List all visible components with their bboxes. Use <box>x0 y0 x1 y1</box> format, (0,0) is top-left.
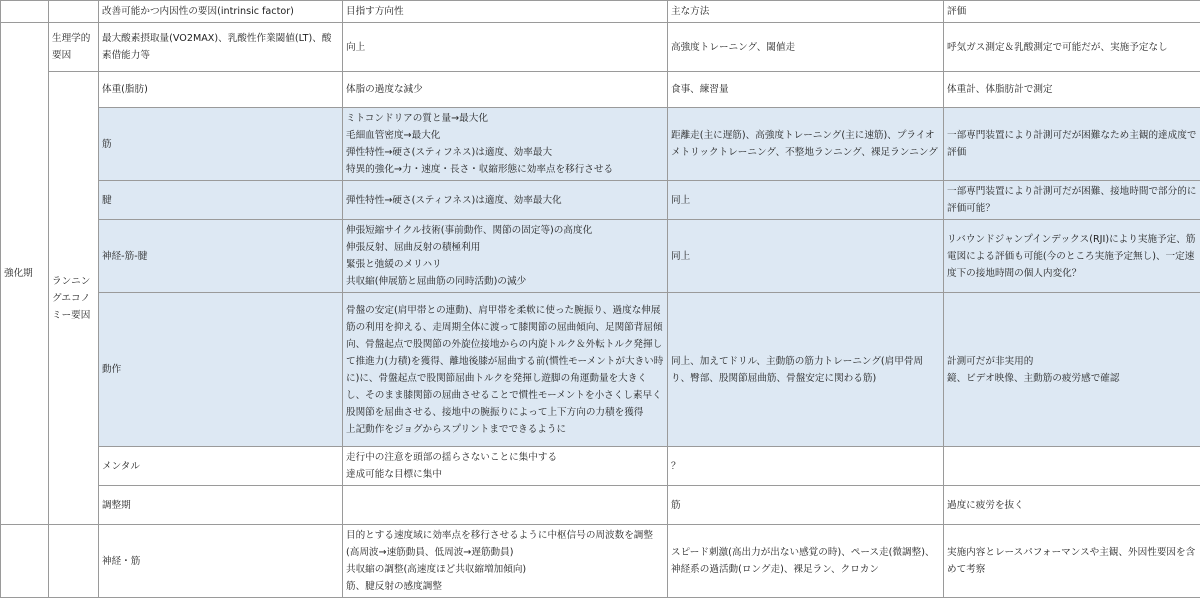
group-running-economy: ランニングエコノミー要因 <box>49 72 99 525</box>
header-direction: 目指す方向性 <box>343 1 668 23</box>
adjust-neuro-method: スピード刺激(高出力が出ない感覚の時)、ペース走(微調整)、神経系の過活動(ロング走)、裸足ラン、クロカン <box>668 525 944 598</box>
adjust-empty-1 <box>49 525 99 598</box>
motion-direction-last: 上記動作をジョグからスプリントまでできるように <box>346 421 664 438</box>
mental-eval <box>944 447 1200 486</box>
adjust-neuro-factor: 神経・筋 <box>99 525 343 598</box>
table-row <box>1 293 1200 447</box>
adjust-empty <box>343 486 668 525</box>
muscle-direction-line: ミトコンドリアの質と量→最大化 <box>346 110 664 127</box>
adjust-muscle-factor: 筋 <box>668 486 944 525</box>
table-row <box>1 72 1200 108</box>
muscle-direction-line: 毛細血管密度→最大化 <box>346 127 664 144</box>
group-physiological: 生理学的要因 <box>49 23 99 72</box>
mental-method: ？ <box>668 447 944 486</box>
tendon-method: 同上 <box>668 181 944 220</box>
header-col0 <box>1 1 49 23</box>
table-row <box>1 181 1200 220</box>
muscle-method: 距離走(主に遅筋)、高強度トレーニング(主に速筋)、プライオメトリックトレーニング、不整地ランニング、裸足ランニング <box>668 108 944 181</box>
neuro-method: 同上 <box>668 220 944 293</box>
table-row <box>1 486 1200 525</box>
adjust-empty-0 <box>1 525 49 598</box>
motion-eval-line: 計測可だが非実用的 <box>947 353 1197 370</box>
mental-factor: メンタル <box>99 447 343 486</box>
neuro-direction-line: 共収縮(伸展筋と屈曲筋の同時活動)の減少 <box>346 273 664 290</box>
group-adjustment-period: 調整期 <box>99 486 343 525</box>
table-row <box>1 23 1200 72</box>
neuro-factor: 神経-筋-腱 <box>99 220 343 293</box>
adjust-muscle-direction: 過度に疲労を抜く <box>944 486 1200 525</box>
tendon-direction: 弾性特性→硬さ(スティフネス)は適度、効率最大化 <box>343 181 668 220</box>
adjust-neuro-direction-line: 目的とする速度域に効率点を移行させるように中枢信号の周波数を調整(高周波→速筋動員、低周波→遅筋動員) <box>346 527 664 561</box>
physio-direction: 向上 <box>343 23 668 72</box>
adjust-neuro-direction-line: 筋、腱反射の感度調整 <box>346 578 664 595</box>
motion-factor: 動作 <box>99 293 343 447</box>
header-factor: 改善可能かつ内因性の要因(intrinsic factor) <box>99 1 343 23</box>
neuro-eval: リバウンドジャンプインデックス(RJI)により実施予定、筋電図による評価も可能(今のところ実施予定無し)、一定速度下の接地時間の個人内変化？ <box>944 220 1200 293</box>
adjust-neuro-eval: 実施内容とレースパフォーマンスや主観、外因性要因を含めて考察 <box>944 525 1200 598</box>
neuro-direction-line: 伸張短縮サイクル技術(事前動作、関節の固定等)の高度化 <box>346 222 664 239</box>
physio-method: 高強度トレーニング、閾値走 <box>668 23 944 72</box>
weight-eval: 体重計、体脂肪計で測定 <box>944 72 1200 108</box>
header-evaluation: 評価 <box>944 1 1200 23</box>
table-row <box>1 525 1200 598</box>
physio-factor: 最大酸素摂取量(VO2MAX)、乳酸性作業閾値(LT)、酸素借能力等 <box>99 23 343 72</box>
motion-direction-text: 骨盤の安定(肩甲帯との連動)、肩甲帯を柔軟に使った腕振り、過度な伸展筋の利用を抑える、走周期全体に渡って膝関節の屈曲傾向、足関節背屈傾向、骨盤起点で股関節の外旋位接地からの内旋トルク＆外転トルク発揮して推進力(力積)を獲得、離地後膝が屈曲する前(慣性モーメントが大きい時に)に、骨盤起点で股関節屈曲トルクを発揮し遊脚の角運動量を大きくし、そのまま膝関節の屈曲させることで慣性モーメントを小さくし素早く股関節を屈曲させる、接地中の腕振りによって上下方向の力積を獲得 <box>346 302 664 421</box>
motion-eval-line: 鏡、ビデオ映像、主動筋の疲労感で確認 <box>947 370 1197 387</box>
tendon-factor: 腱 <box>99 181 343 220</box>
neuro-direction-line: 緊張と弛緩のメリハリ <box>346 256 664 273</box>
weight-direction: 体脂の過度な減少 <box>343 72 668 108</box>
header-col1 <box>49 1 99 23</box>
weight-factor: 体重(脂肪) <box>99 72 343 108</box>
muscle-direction <box>343 108 668 181</box>
adjust-neuro-direction <box>343 525 668 598</box>
table-row <box>1 220 1200 293</box>
motion-eval <box>944 293 1200 447</box>
table-row <box>1 108 1200 181</box>
group-strengthening-period: 強化期 <box>1 23 49 525</box>
weight-method: 食事、練習量 <box>668 72 944 108</box>
motion-method: 同上、加えてドリル、主動筋の筋力トレーニング(肩甲骨周り、臀部、股関節屈曲筋、骨盤安定に関わる筋) <box>668 293 944 447</box>
muscle-eval: 一部専門装置により計測可だが困難なため主観的達成度で評価 <box>944 108 1200 181</box>
motion-direction <box>343 293 668 447</box>
header-row <box>1 1 1200 23</box>
mental-direction-line: 達成可能な目標に集中 <box>346 466 664 483</box>
muscle-direction-line: 特異的強化→力・速度・長さ・収縮形態に効率点を移行させる <box>346 161 664 178</box>
physio-eval: 呼気ガス測定＆乳酸測定で可能だが、実施予定なし <box>944 23 1200 72</box>
table-row <box>1 447 1200 486</box>
mental-direction <box>343 447 668 486</box>
muscle-factor: 筋 <box>99 108 343 181</box>
adjust-neuro-direction-line: 共収縮の調整(高速度ほど共収縮増加傾向) <box>346 561 664 578</box>
neuro-direction <box>343 220 668 293</box>
tendon-eval: 一部専門装置により計測可だが困難、接地時間で部分的に評価可能？ <box>944 181 1200 220</box>
header-method: 主な方法 <box>668 1 944 23</box>
mental-direction-line: 走行中の注意を頭部の揺らさないことに集中する <box>346 449 664 466</box>
neuro-direction-line: 伸張反射、屈曲反射の積極利用 <box>346 239 664 256</box>
muscle-direction-line: 弾性特性→硬さ(スティフネス)は適度、効率最大 <box>346 144 664 161</box>
